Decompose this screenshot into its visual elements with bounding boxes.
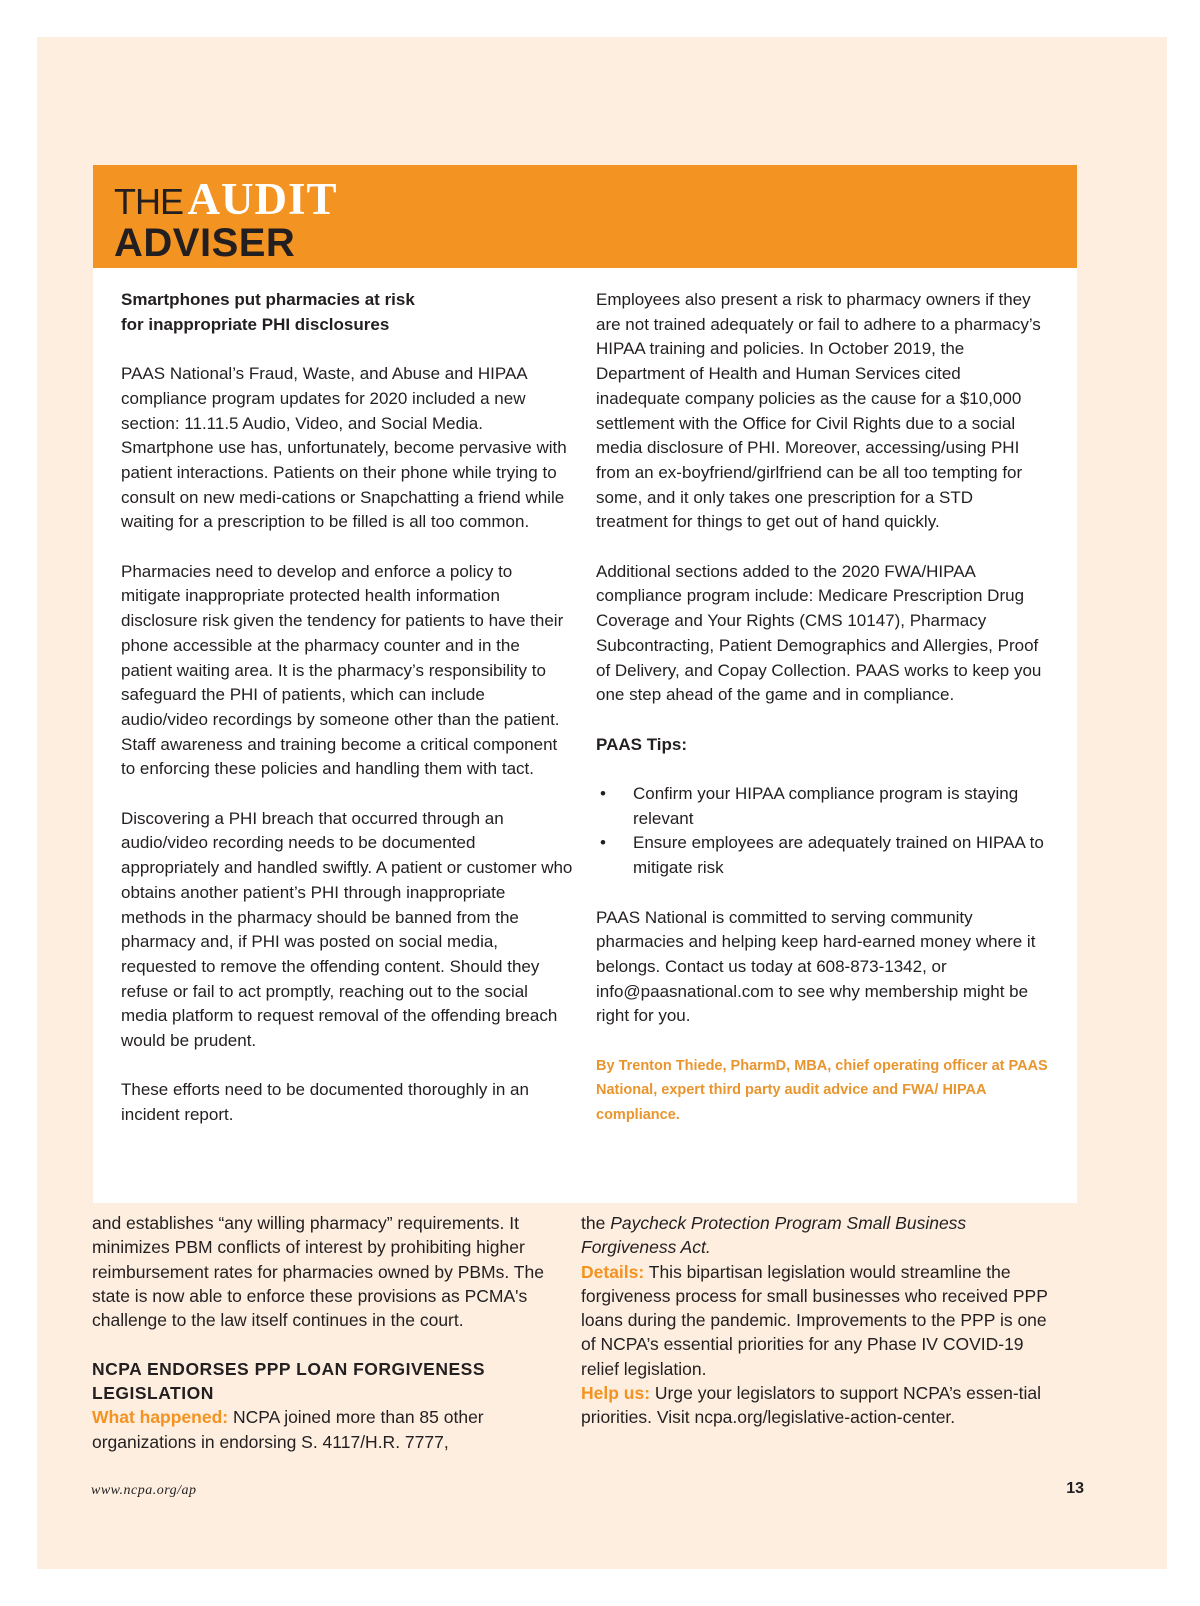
details-label: Details: bbox=[581, 1261, 645, 1282]
lower-left-column bbox=[92, 1211, 572, 1454]
article-paragraph: Additional sections added to the 2020 FWA/HIPAA compliance program include: Medicare Prescription Drug Coverage and Your Rights (CMS 10147), Pharmacy Subcontracting, Patient Demographics and Allergies, Proof of Delivery, and Copay Collection. PAAS works to keep you one step ahead of the game and in compliance. bbox=[596, 561, 1042, 705]
article-panel bbox=[93, 268, 1077, 1203]
article-right-column bbox=[596, 288, 1048, 1153]
what-happened-text: NCPA joined more than 85 other organizations in endorsing S. 4117/H.R. 7777, bbox=[92, 1407, 484, 1452]
help-paragraph bbox=[581, 1381, 1061, 1430]
tips-list bbox=[596, 782, 1048, 881]
closing-paragraph: PAAS National is committed to serving community pharmacies and helping keep hard-earned money where it belongs. Contact us today at 608-873-1342, or info@paasnational.com to see why membership might be right for you. bbox=[596, 907, 1036, 1026]
act-title: Paycheck Protection Program Small Business Forgiveness Act. bbox=[581, 1213, 967, 1258]
tips-title: PAAS Tips: bbox=[596, 734, 687, 754]
page-background bbox=[37, 37, 1167, 1569]
article-left-column bbox=[121, 288, 573, 1153]
audit-adviser-banner bbox=[93, 165, 1077, 268]
act-paragraph bbox=[581, 1211, 1061, 1260]
lower-intro-paragraph: and establishes “any willing pharmacy” requirements. It minimizes PBM conflicts of interest by prohibiting higher reimbursement rates for pharmacies owned by PBMs. The state is now able to enforce these provisions as PCMA's challenge to the law itself continues in the court. bbox=[92, 1213, 544, 1331]
page-number: 13 bbox=[1066, 1480, 1084, 1497]
section-heading: NCPA ENDORSES PPP LOAN FORGIVENESS LEGISLATION bbox=[92, 1358, 485, 1404]
article-paragraph: Employees also present a risk to pharmacy owners if they are not trained adequately or fail to adhere to a pharmacy’s HIPAA training and policies. In October 2019, the Department of Health and Human Services cited inadequate company policies as the cause for a $10,000 settlement with the Office for Civil Rights due to a social media disclosure of PHI. Moreover, accessing/using PHI from an ex-boyfriend/girlfriend can be all too tempting for some, and it only takes one prescription for a STD treatment for things to get out of hand quickly. bbox=[596, 290, 1041, 532]
headline-line-2: for inappropriate PHI disclosures bbox=[121, 314, 390, 334]
act-prefix: the bbox=[581, 1213, 611, 1233]
help-text: Urge your legislators to support NCPA’s essen-tial priorities. Visit ncpa.org/legislative-action-center. bbox=[581, 1383, 1042, 1428]
tip-item: • Ensure employees are adequately trained on HIPAA to mitigate risk bbox=[596, 831, 1048, 880]
what-happened-paragraph bbox=[92, 1405, 572, 1454]
banner-adviser: ADVISER bbox=[114, 221, 296, 265]
details-paragraph bbox=[581, 1260, 1061, 1381]
article-headline bbox=[121, 288, 573, 337]
banner-audit: AUDIT bbox=[187, 174, 338, 224]
tip-item: • Confirm your HIPAA compliance program is staying relevant bbox=[596, 782, 1048, 831]
headline-line-1: Smartphones put pharmacies at risk bbox=[121, 290, 415, 309]
article-paragraph: Discovering a PHI breach that occurred through an audio/video recording needs to be documented appropriately and handled swiftly. A patient or customer who obtains another patient’s PHI through inappropriate methods in the pharmacy should be banned from the pharmacy and, if PHI was posted on social media, requested to remove the offending content. Should they refuse or fail to act promptly, reaching out to the social media platform to request removal of the offending breach would be prudent. bbox=[121, 808, 573, 1051]
banner-title bbox=[114, 174, 338, 265]
banner-the: THE bbox=[114, 181, 183, 222]
help-label: Help us: bbox=[581, 1383, 651, 1404]
author-byline: By Trenton Thiede, PharmD, MBA, chief operating officer at PAAS National, expert third party audit advice and FWA/ HIPAA compliance. bbox=[596, 1057, 1048, 1124]
article-paragraph: PAAS National’s Fraud, Waste, and Abuse and HIPAA compliance program updates for 2020 included a new section: 11.11.5 Audio, Video, and Social Media. Smartphone use has, unfortunately, become pervasive with patient interactions. Patients on their phone while trying to consult on new medi-cations or Snapchatting a friend while waiting for a prescription to be filled is all too common. bbox=[121, 364, 567, 532]
article-paragraph: Pharmacies need to develop and enforce a policy to mitigate inappropriate protected health information disclosure risk given the tendency for patients to have their phone accessible at the pharmacy counter and in the patient waiting area. It is the pharmacy’s responsibility to safeguard the PHI of patients, which can include audio/video recordings by someone other than the patient. Staff awareness and training become a critical component to enforcing these policies and handling them with tact. bbox=[121, 561, 564, 779]
what-happened-label: What happened: bbox=[92, 1407, 229, 1428]
article-paragraph: These efforts need to be documented thoroughly in an incident report. bbox=[121, 1080, 529, 1125]
lower-right-column bbox=[581, 1211, 1061, 1430]
footer-url: www.ncpa.org/ap bbox=[91, 1483, 197, 1498]
details-text: This bipartisan legislation would streamline the forgiveness process for small businesses who received PPP loans during the pandemic. Improvements to the PPP is one of NCPA’s essential priorities for any Phase IV COVID-19 relief legislation. bbox=[581, 1261, 1048, 1379]
